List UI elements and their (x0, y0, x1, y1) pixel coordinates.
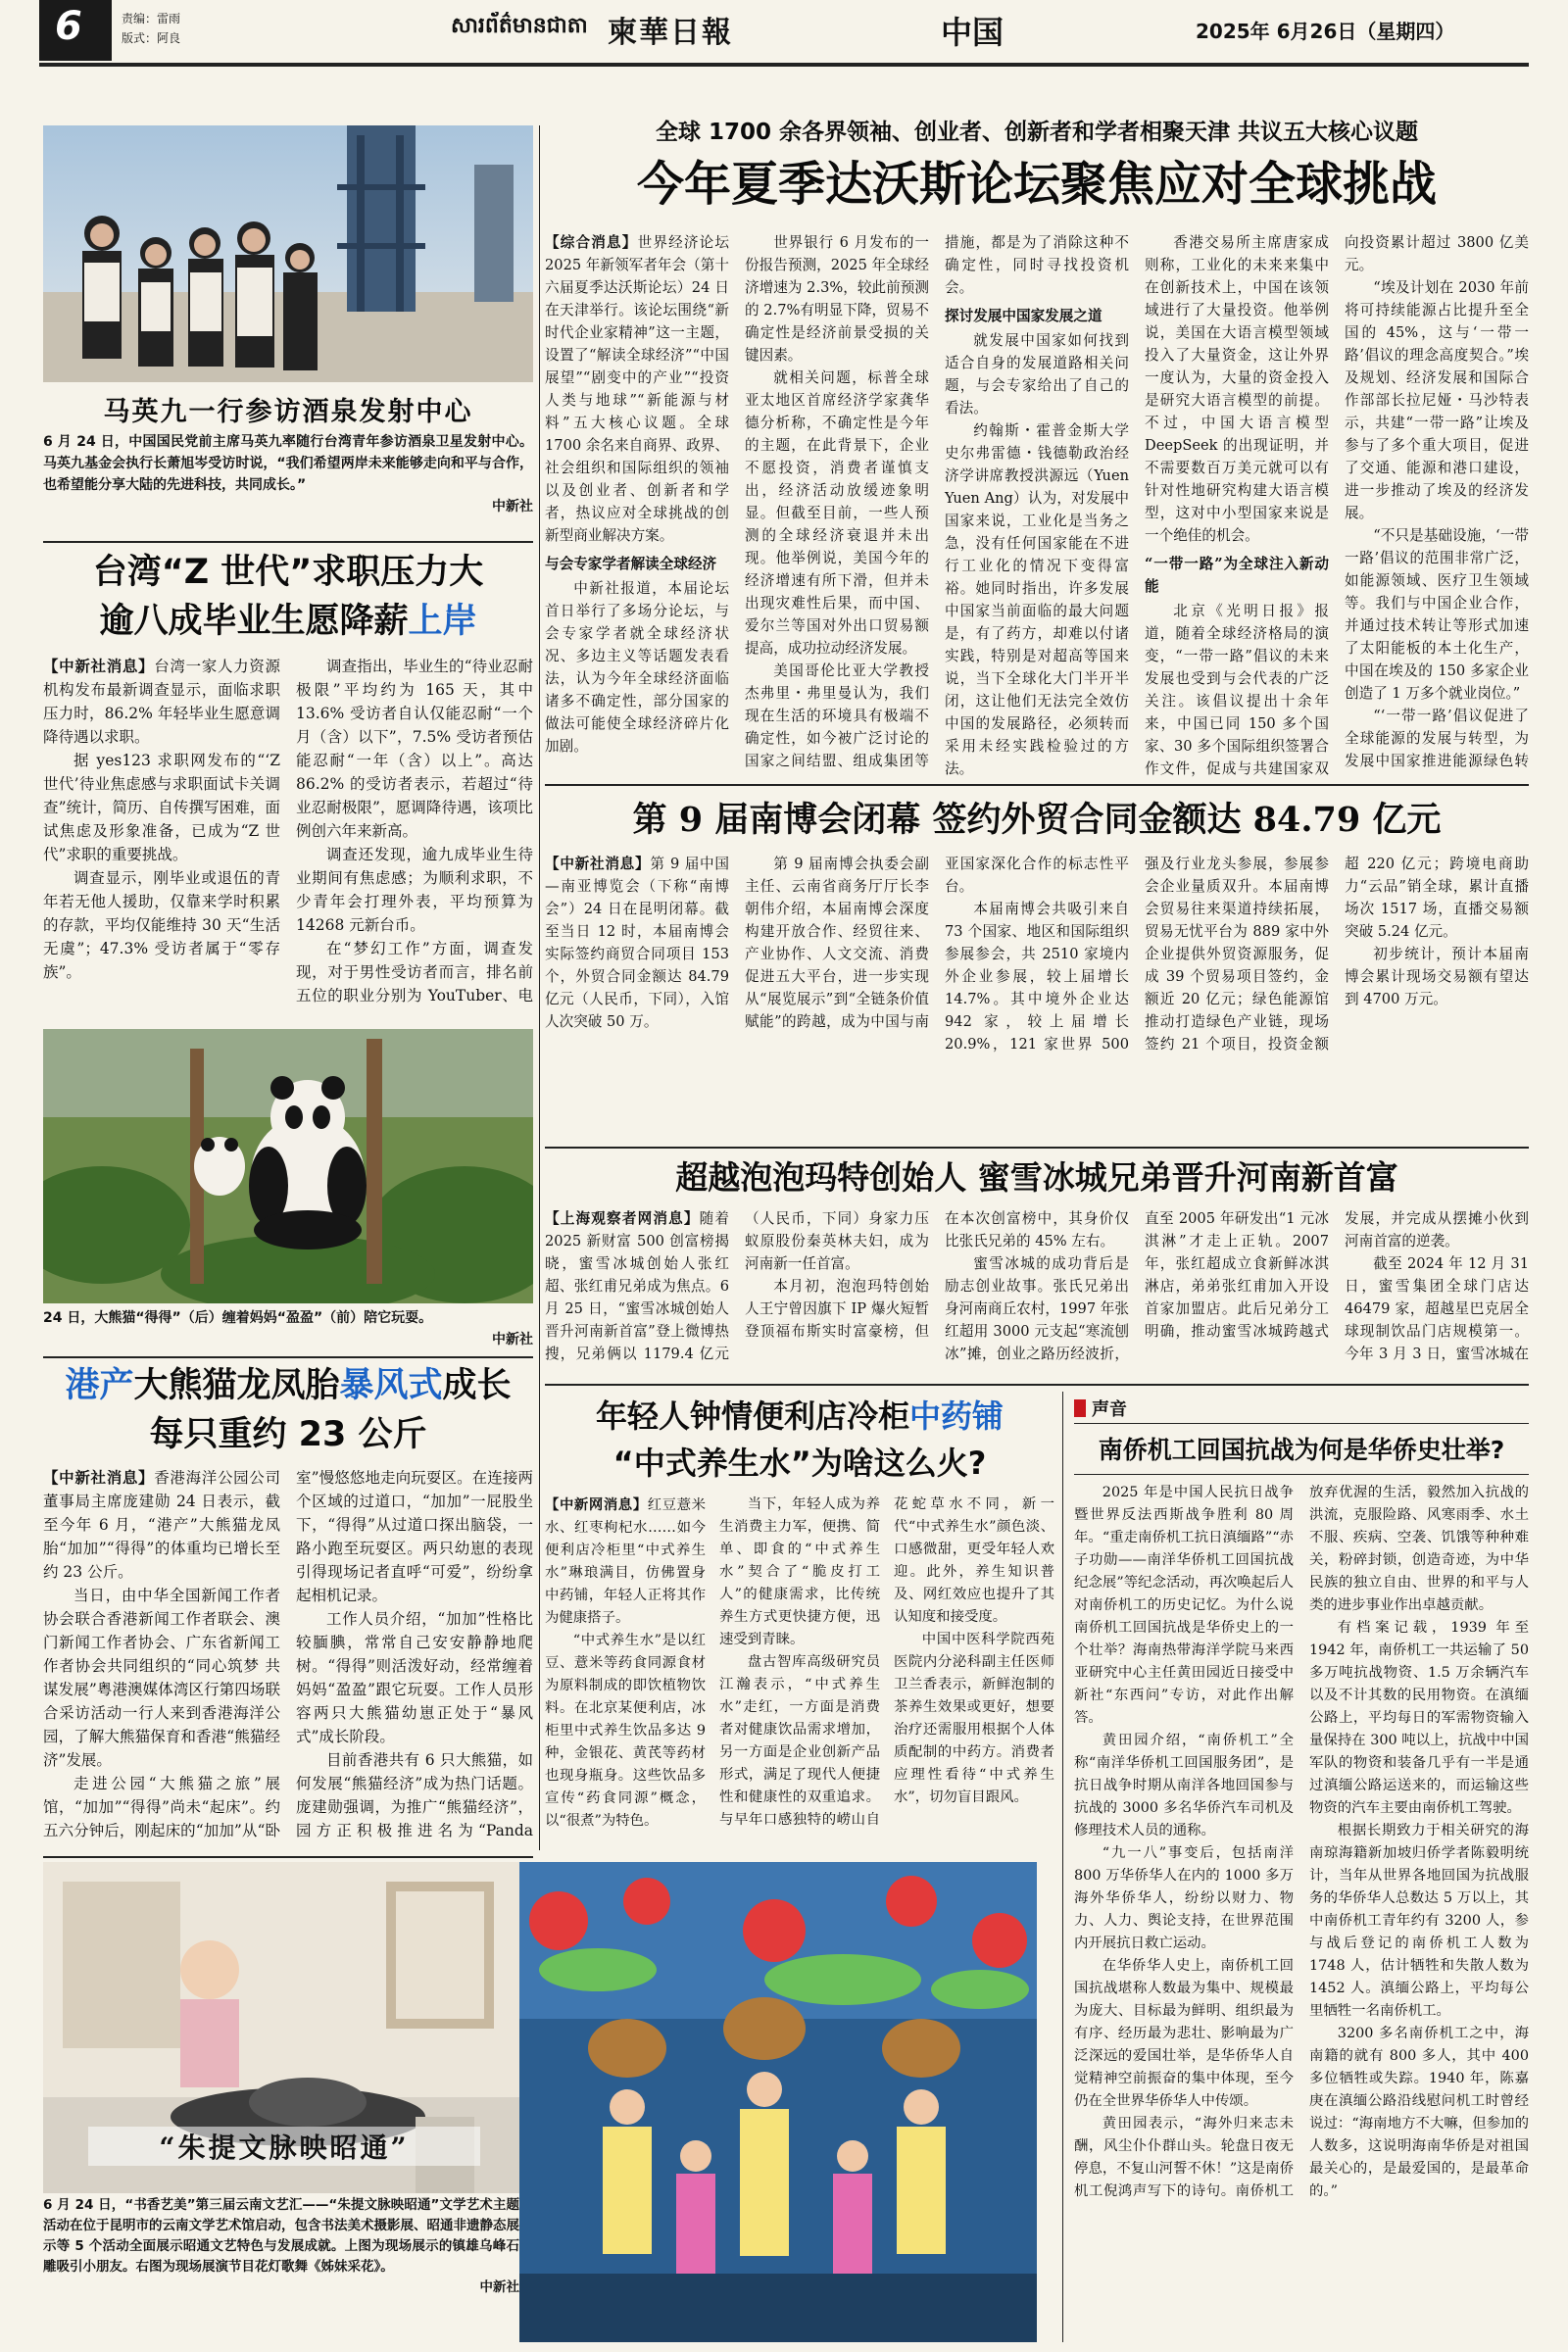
panda-photo-caption (43, 1307, 533, 1354)
taiwan-p6: 在“梦幻工作”方面，调查发现，对于男性受访者而言，排名前五位的职业分别为 YouTuber、电 (296, 940, 533, 1004)
sound-tag: 声音 (1092, 1399, 1127, 1420)
layout-label: 版式：阿良 (122, 31, 181, 45)
davos-p5: 美国哥伦比亚大学教授杰弗里・弗里曼认为，我们现在生活的环境具有极端不确定性，如今被广泛讨论的国家之间结盟、组成集团等措施，都是为了消除这种不确定性，同时寻找投资机会。 (745, 234, 1129, 769)
herbal-headline-1 (545, 1394, 1054, 1439)
panda-headline-1 (43, 1362, 533, 1409)
davos-p3: 世界银行 6 月发布的一份报告预测，2025 年全球经济增速为 2.3%，较此前预测的 2.7%有明显下降，贸易不确定性是经济前景受损的关键因素。 (745, 234, 929, 364)
page-number: 6 (55, 4, 82, 49)
davos-subhead-1: 与会专家学者解读全球经济 (545, 556, 717, 572)
panda-caption-text: 24 日，大熊猫“得得”（后）缠着妈妈“盈盈”（前）陪它玩耍。 (43, 1310, 433, 1326)
fair-headline: 第 9 届南博会闭幕 签约外贸合同金额达 84.79 亿元 (632, 800, 1442, 840)
ma-caption-source: 中新社 (492, 499, 533, 514)
herbal-headline-highlight: 中药铺 (909, 1397, 1004, 1435)
ma-photo-caption-title: 马英九一行参访酒泉发射中心 (103, 397, 473, 427)
davos-p12: “‘一带一路’倡议促进了全球能源的发展与转型，为发展中国家推进能源绿色转 (1345, 708, 1529, 769)
davos-p11: “不只是基础设施，‘一带一路’倡议的范围非常广泛，如能源领域、医疗卫生领域等。我们与中国企业合作，并通过技术转让等形式加速了太阳能板的本土化生产，中国在埃及的 150 多家企业创造了 1 万多个就业岗位。” (1345, 527, 1529, 702)
herbal-p3: 当下，年轻人成为养生消费主力军，便携、简单、即食的“中式养生水”契合了“脆皮打工人”的健康需求，比传统养生方式更快捷方便，迅速受到青睐。 (719, 1496, 880, 1647)
davos-p6: 就发展中国家如何找到适合自身的发展道路相关问题，与会专家给出了自己的看法。 (945, 332, 1129, 416)
mixue-p4: 截至 2024 年 12 月 31 日，蜜雪集团全球门店达 46479 家，超越星巴克居全球现制饮品门店规模第一。今年 3 月 3 日，蜜雪冰城在 (1345, 1255, 1529, 1362)
herbal-article-body (545, 1494, 1054, 1850)
panda-article-body (43, 1466, 533, 1852)
panda-p5: 目前香港共有 6 只大熊猫，如何发展“熊猫经济”成为热门话题。庞建勋强调，为推广“熊猫经济”，园方正积极推进名为“Panda (296, 1751, 533, 1839)
davos-lead-tag: 【综合消息】 (545, 234, 638, 251)
fair-p1: 第 9 届中国—南亚博览会（下称“南博会”）24 日在昆明闭幕。截至当日 12 时，本届南博会实际签约商贸合同项目 153 个，外贸合同金额达 84.79 亿元（人民币，下同），入馆人次突破 50 万。 (545, 856, 729, 1030)
issue-date: 2025年 6月26日（星期四） (1196, 20, 1455, 43)
taiwan-p3: 调查显示，刚毕业或退伍的青年若无他人援助，仅靠来学时积累的存款，平均仅能维持 30 天“生活无虞”；47.3% 受访者属于“零存族”。 (43, 869, 280, 981)
flower-lantern-dance-photo (519, 1862, 1037, 2342)
taiwan-headline-1: 台湾“Z 世代”求职压力大 (92, 553, 484, 592)
masthead-chinese: 柬華日報 (608, 16, 733, 50)
header-rule (39, 63, 1529, 67)
mixue-lead-tag: 【上海观察者网消息】 (545, 1210, 700, 1227)
fair-p2: 第 9 届南博会执委会副主任、云南省商务厅厅长李朝伟介绍，本届南博会深度构建开放合作、经贸往来、产业协作、人文交流、消费促进五大平台，进一步实现从“展览展示”到“全链条价值赋能”的跨越，成为中国与南亚国家深化合作的标志性平台。 (745, 856, 1129, 1030)
mixue-p2: 本月初，泡泡玛特创始人王宁曾因旗下 IP 爆火短暂登顶福布斯实时富豪榜，但在本次创富榜中，其身价仅比张氏兄弟的 45% 左右。 (745, 1210, 1129, 1340)
fair-p3: 本届南博会共吸引来自 73 个国家、地区和国际组织参展参会，共 2510 家境内外企业参展，较上届增长 14.7%。其中境外企业达 942 家，较上届增长 20.9%，121 家世界 500 强及行业龙头参展，参展参会企业量质双升。本届南博会贸易往来渠道持续拓展，贸易无忧平台为 889 家中外企业提供外贸资源服务，促成 39 个贸易项目签约，金额近 20 亿元；绿色能源馆推动打造绿色产业链，现场签约 21 个项目，投资金额超 220 亿元；跨境电商助力“云品”销全球，累计直播场次 1517 场，直播交易额突破 5.24 亿元。 (945, 856, 1529, 1053)
column-divider-sound (1062, 1392, 1063, 2342)
panda-headline-mid: 大熊猫龙凤胎 (133, 1366, 340, 1405)
panda-lead-tag: 【中新社消息】 (43, 1468, 155, 1487)
taiwan-lead-tag: 【中新社消息】 (43, 657, 155, 675)
panda-headline-hl1: 港产 (65, 1366, 134, 1405)
panda-caption-source: 中新社 (492, 1332, 533, 1348)
sound-p2: 黄田园介绍，“南侨机工”全称“南洋华侨机工回国服务团”，是抗日战争时期从南洋各地回国参与抗战的 3000 多名华侨汽车司机及修理技术人员的通称。 (1074, 1733, 1294, 1838)
davos-article-body (545, 231, 1529, 780)
panda-headline-2: 每只重约 23 公斤 (149, 1415, 427, 1454)
page-header (0, 0, 1568, 63)
panda-p1: 香港海洋公园公司董事局主席庞建勋 24 日表示，截至今年 6 月，“港产”大熊猫龙凤胎“加加”“得得”的体重均已增长至约 23 公斤。 (43, 1469, 280, 1581)
sound-tag-marker (1074, 1399, 1086, 1417)
mixue-p3: 蜜雪冰城的成功背后是励志创业故事。张氏兄弟出身河南商丘农村，1997 年张红超用 3000 元支起“寒流刨冰”摊，创业之路历经波折，直至 2005 年研发出“1 元冰淇淋”才走上正轨。2007 年，张红超成立食新鲜冰淇淋店，弟弟张红甫加入开设首家加盟店。此后兄弟分工明确，推动蜜雪冰城跨越式发展，并完成从摆摊小伙到河南首富的逆袭。 (945, 1210, 1529, 1362)
taiwan-p2: 据 yes123 求职网发布的“‘Z 世代’待业焦虑感与求职面试卡关调查”统计，简历、自传撰写困难，面试焦虑及形象准备，已成为“Z 世代”求职的重要挑战。 (43, 752, 280, 863)
herbal-headline-2: “中式养生水”为啥这么火? (612, 1445, 987, 1482)
taiwan-headline-2 (43, 598, 533, 645)
column-divider-left (539, 125, 540, 1850)
sound-p7: 根据长期致力于相关研究的海南琼海籍新加坡归侨学者陈毅明统计，当年从世界各地回国为抗战服务的华侨华人总数达 5 万以上，其中南侨机工青年约有 3200 人，参与战后登记的南侨机工人数为 1748 人，估计牺牲和失散人数为 1452 人。滇缅公路上，平均每公里牺牲一名南侨机工。 (1309, 1823, 1529, 2019)
davos-p2: 中新社报道，本届论坛首日举行了多场分论坛，与会专家学者就全球经济状况、多边主义等话题发表看法，认为今年全球经济面临诸多不确定性，部分国家的做法可能使全球经济碎片化加剧。 (545, 580, 729, 755)
mixue-rule (545, 1384, 1529, 1386)
sound-p1: 2025 年是中国人民抗日战争暨世界反法西斯战争胜利 80 周年。“重走南侨机工抗日滇缅路”“赤子功勋——南洋华侨机工回国抗战纪念展”等纪念活动，再次唤起后人对南侨机工的历史记忆。为什么说南侨机工回国抗战是华侨史上的一个壮举？海南热带海洋学院马来西亚研究中心主任黄田园近日接受中新社“东西问”专访，对此作出解答。 (1074, 1485, 1294, 1726)
herbal-p2: “中式养生水”是以红豆、薏米等药食同源食材为原料制成的即饮植物饮料。在北京某便利店，冰柜里中式养生饮品多达 9 种，金银花、黄芪等药材也现身瓶身。这些饮品多宣传“药食同源”概念，以“很煮”为特色。 (545, 1633, 706, 1829)
panda-p3: 走进公园“大熊猫之旅”展馆，“加加”“得得”尚未“起床”。约五六分钟后，刚起床的“加加”从“卧室”慢悠悠地走向玩耍区。在连接两个区域的过道口，“加加”一屁股坐下，“得得”从过道口探出脑袋，一路小跑至玩耍区。两只幼崽的表现引得现场记者直呼“可爱”，纷纷拿起相机记录。 (43, 1469, 533, 1839)
ma-rule (43, 541, 533, 543)
fair-lead-tag: 【中新社消息】 (545, 856, 651, 872)
masthead-khmer: សារព័ត៌មានជាតា (451, 14, 588, 38)
fair-p4: 初步统计，预计本届南博会累计现场交易额有望达到 4700 万元。 (1345, 946, 1529, 1007)
sound-p4: 在华侨华人史上，南侨机工回国抗战堪称人数最为集中、规模最为庞大、目标最为鲜明、组织最为有序、经历最为悲壮、影响最为广泛深远的爱国壮举，是华侨华人自觉精神空前振奋的集中体现，至今仍在全世界华侨华人中传颂。 (1074, 1958, 1294, 2109)
davos-p9: 北京《光明日报》报道，随着全球经济格局的演变，“一带一路”倡议的未来发展也受到与会代表的广泛关注。该倡议提出十余年来，中国已同 150 多个国家、30 多个国际组织签署合作文件，促成与共建国家双向投资累计超过 3800 亿美元。 (1145, 234, 1529, 777)
sound-headline-rule (1074, 1474, 1529, 1475)
davos-p7: 约翰斯・霍普金斯大学史尔弗雷德・钱德勒政治经济学讲席教授洪源远（Yuen Yuen Ang）认为，对发展中国家来说，工业化是当务之急，没有任何国家能在不进行工业化的情况下变得富裕。她同时指出，许多发展中国家当前面临的最大问题是，有了药方，却难以付诸实践，特别是对超高等国来说，当下全球化大门半开半闭，这让他们无法完全效仿中国的发展路径，必须转而采用未经实践检验过的方法。 (945, 422, 1129, 777)
davos-headline: 今年夏季达沃斯论坛聚焦应对全球挑战 (636, 157, 1437, 212)
mixue-headline: 超越泡泡玛特创始人 蜜雪冰城兄弟晋升河南新首富 (675, 1158, 1398, 1197)
section-title: 中国 (941, 14, 1004, 51)
herbal-p1: 红豆薏米水、红枣枸杞水……如今便利店冷柜里“中式养生水”琳琅满目，仿佛置身中药铺，年轻人正将其作为健康搭子。 (545, 1497, 706, 1626)
davos-subhead-2: 探讨发展中国家发展之道 (945, 308, 1102, 324)
taiwan-p1: 台湾一家人力资源机构发布最新调查显示，面临求职压力时，86.2% 年轻毕业生愿意调降待遇以求职。 (43, 658, 280, 746)
sound-p6: 有档案记载，1939 年至 1942 年，南侨机工一共运输了 50 多万吨抗战物资、1.5 万余辆汽车以及不计其数的民用物资。在滇缅公路上，平均每日的军需物资输入量保持在 300 吨以上，抗战中中国军队的物资和装备几乎有一半是通过滇缅公路运送来的，而运输这些物资的汽车主要由南侨机工驾驶。 (1309, 1620, 1529, 1816)
art-caption-title: “朱提文脉映昭通” (88, 2127, 480, 2166)
sound-tag-rule (1074, 1423, 1529, 1424)
panda-rule (43, 1356, 533, 1358)
herbal-lead-tag: 【中新网消息】 (545, 1496, 648, 1513)
panda-headline-hl2: 暴风式 (339, 1366, 443, 1405)
davos-p10: “埃及计划在 2030 年前将可持续能源占比提升至全国的 45%，这与‘一带一路’倡议的理念高度契合。”埃及规划、经济发展和国际合作部部长拉尼娅・马沙特表示，共建“一带一路”让埃及参与了多个重大项目，促进了交通、能源和港口建设，进一步推动了埃及的经济发展。 (1345, 279, 1529, 521)
panda-bottom-rule (43, 1856, 533, 1858)
davos-subhead-3: “一带一路”为全球注入新动能 (1145, 556, 1329, 595)
ma-ying-jeou-photo (43, 125, 533, 382)
sound-p3: “九一八”事变后，包括南洋 800 万华侨华人在内的 1000 多万海外华侨华人，纷纷以财力、物力、人力、舆论支持，在世界范围内开展抗日救亡运动。 (1074, 1845, 1294, 1951)
art-caption-text: 6 月 24 日，“书香艺美”第三届云南文艺汇——“朱提文脉映昭通”文学艺术主题活动在位于昆明市的云南文学艺术馆启动，包含书法美术摄影展、昭通非遗静态展示等 5 个活动全面展示昭通文艺特色与发展成就。上图为现场展示的镇雄乌峰石雕吸引小朋友。右图为现场展演节目花灯歌舞《姊妹采花》。 (43, 2197, 519, 2275)
ma-photo-caption (43, 431, 533, 539)
mixue-article-body (545, 1207, 1529, 1380)
taiwan-p4: 调查指出，毕业生的“待业忍耐极限”平均约为 165 天，其中 13.6% 受访者自认仅能忍耐“一个月（含）以下”，7.5% 受访者预估能忍耐“一年（含）以上”。高达 86.2% 的受访者表示，若超过“待业忍耐极限”，愿调降待遇，该项比例创六年来新高。 (296, 658, 533, 840)
sound-p8: 3200 多名南侨机工之中，海南籍的就有 800 多人，其中 400 多位牺牲或失踪。1940 年，陈嘉庚在滇缅公路沿线慰问机工时曾经说过：“海南地方不大嘛，但参加的人数多，这说明海南华侨是对祖国最关心的，是最爱国的，是最革命的。” (1309, 2026, 1529, 2199)
taiwan-article-body (43, 655, 533, 1025)
taiwan-p5: 调查还发现，逾九成毕业生待业期间有焦虑感；为顺利求职，不少青年会打理外表，平均预算为 14268 元新台币。 (296, 846, 533, 934)
davos-p8: 香港交易所主席唐家成则称，工业化的未来来集中在创新技术上，中国在该领域进行了大量投资。他举例说，美国在大语言模型领域投入了大量资金，这让外界一度认为，大量的资金投入是研究大语言模型的前提。不过，中国大语言模型 DeepSeek 的出现证明，并不需要数百万美元就可以有针对性地研究构建大语言模型，这对中小型国家来说是一个绝佳的机会。 (1145, 234, 1329, 544)
ma-caption-text: 6 月 24 日，中国国民党前主席马英九率随行台湾青年参访酒泉卫星发射中心。马英九基金会执行长萧旭岑受访时说，“我们希望两岸未来能够走向和平与合作，也希望能分享大陆的先进科技，共同成长。” (43, 434, 533, 493)
davos-p4: 就相关问题，标普全球亚太地区首席经济学家龚华德分析称，不确定性是今年的主题，在此背景下，企业不愿投资，消费者谨慎支出，经济活动放缓迹象明显。但截至目前，一些人预测的全球经济衰退并未出现。他举例说，美国今年的经济增速有所下滑，但并未出现灾难性后果，而中国、爱尔兰等国对外出口贸易额提高，成功拉动经济发展。 (745, 369, 929, 657)
panda-headline-end: 成长 (442, 1366, 512, 1405)
herbal-p4: 盘古智库高级研究员江瀚表示，“中式养生水”走红，一方面是消费者对健康饮品需求增加，另一方面是企业创新产品形式，满足了现代人便捷性和健康性的双重追求。与早年口感独特的崂山自花蛇草水不同，新一代“中式养生水”颜色淡、口感微甜，更受年轻人欢迎。此外，养生知识普及、网红效应也提升了其认知度和接受度。 (719, 1496, 1054, 1828)
taiwan-headline-main: 逾八成毕业生愿降薪 (99, 602, 409, 641)
sound-p5: 黄田园表示，“海外归来志未酬，风尘仆仆群山头。轮盘日夜无停息，不复山河誓不休！”这是南侨机工倪鸿声写下的诗句。南侨机工放弃优渥的生活，毅然加入抗战的洪流，克服险路、风寒雨季、水土不服、疾病、空袭、饥饿等种种难关，粉碎封锁，创造奇迹，为中华民族的独立自由、世界的和平与人类的进步事业作出卓越贡献。 (1074, 1485, 1529, 2199)
herbal-headline-main: 年轻人钟情便利店冷柜 (595, 1397, 909, 1435)
sound-headline: 南侨机工回国抗战为何是华侨史壮举? (1098, 1436, 1505, 1464)
panda-p2: 当日，由中华全国新闻工作者协会联合香港新闻工作者联会、澳门新闻工作者协会、广东省新闻工作者协会共同组织的“同心筑梦 共谋发展”粤港澳媒体湾区行第四场联合采访活动一行人来到香港海洋公园，了解大熊猫保育和香港“熊猫经济”发展。 (43, 1587, 280, 1769)
herbal-p5: 中国中医科学院西苑医院内分泌科副主任医师卫兰香表示，新鲜泡制的茶养生效果或更好，想要治疗还需服用根据个人体质配制的中药方。消费者应理性看待“中式养生水”，切勿盲目跟风。 (894, 1632, 1054, 1805)
davos-kicker: 全球 1700 余各界领袖、创业者、创新者和学者相聚天津 共议五大核心议题 (655, 120, 1419, 145)
art-caption-source: 中新社 (479, 2279, 519, 2295)
davos-rule (545, 784, 1529, 786)
mixue-p1: 随着 2025 新财富 500 创富榜揭晓，蜜雪冰城创始人张红超、张红甫兄弟成为焦点。6 月 25 日，“蜜雪冰城创始人晋升河南新首富”登上微博热搜，兄弟俩以 1179.4 亿元（人民币，下同）身家力压蚁原股份秦英林夫妇，成为河南新一任首富。 (545, 1210, 929, 1362)
panda-p4: 工作人员介绍，“加加”性格比较腼腆，常常自己安安静静地爬树。“得得”则活泼好动，经常缠着妈妈“盈盈”跟它玩耍。工作人员形容两只大熊猫幼崽正处于“暴风式”成长阶段。 (296, 1610, 533, 1745)
taiwan-headline-highlight: 上岸 (408, 602, 477, 641)
davos-p1: 世界经济论坛 2025 年新领军者年会（第十六届夏季达沃斯论坛）24 日在天津举行。该论坛围绕“新时代企业家精神”这一主题，设置了“解读全球经济”“中国展望”“剧变中的产业”“投资人类与地球”“新能源与材料”五大核心议题。全球 1700 余名来自商界、政界、社会组织和国际组织的领袖以及创业者、创新者和学者，热议应对全球挑战的创新型商业解决方案。 (545, 234, 729, 544)
art-caption (43, 2195, 519, 2342)
fair-article-body (545, 853, 1529, 1143)
editor-label: 责编：雷雨 (122, 12, 181, 25)
panda-photo (43, 1029, 533, 1303)
sound-article-body (1074, 1482, 1529, 2340)
fair-rule (545, 1147, 1529, 1149)
